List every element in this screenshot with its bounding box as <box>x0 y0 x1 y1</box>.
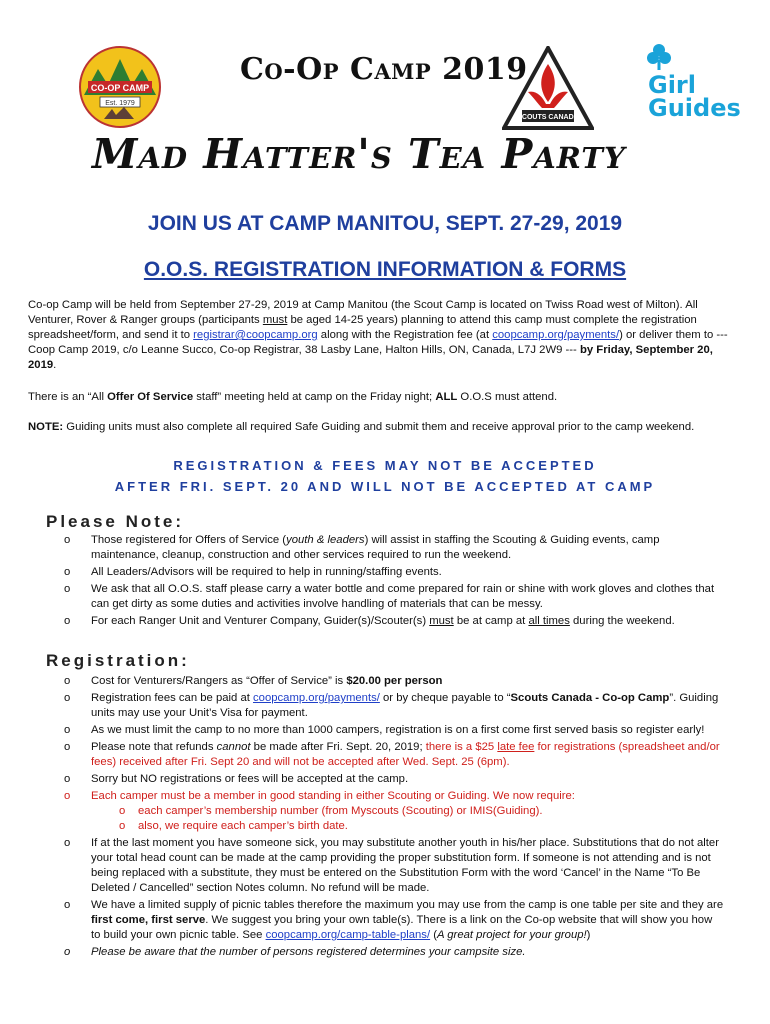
oos-heading: O.O.S. REGISTRATION INFORMATION & FORMS <box>143 258 627 281</box>
guiding-note-paragraph: NOTE: Guiding units must also complete all required Safe Guiding and submit them and receive approval prior to the camp weekend. <box>28 421 695 433</box>
list-item: o each camper’s membership number (from Myscouts (Scouting) or IMIS(Guiding). <box>119 805 543 817</box>
list-item: o As we must limit the camp to no more than 1000 campers, registration is on a first come first served basis so register early! <box>64 724 705 736</box>
deadline-text: by Friday, September 20, 2019 <box>28 344 713 371</box>
list-item: o Cost for Venturers/Rangers as “Offer of Service” is $20.00 per person <box>64 675 443 687</box>
registration-list <box>64 674 724 962</box>
girl-guides-line2: Guides <box>648 94 741 122</box>
girl-guides-line1: Girl <box>648 71 696 99</box>
warning-line-1: REGISTRATION & FEES MAY NOT BE ACCEPTED <box>173 458 597 473</box>
list-item: o also, we require each camper’s birth date. <box>119 820 348 832</box>
event-title: Mad Hatter's Tea Party <box>92 130 626 178</box>
list-item: o We have a limited supply of picnic tables therefore the maximum you may use from the camp is one table per site and they are first come, first serve. We suggest you bring your own table(s). There is a link on the Co-op website that will show you how to build your own picnic table. See coopcamp.org/camp-table-plans/ (A great project for your group!) <box>64 899 724 941</box>
list-item: o Those registered for Offers of Service (youth & leaders) will assist in staffing the Scouting & Guiding events, camp maintenance, cleanup, construction and other services required to run the weekend. <box>64 534 660 561</box>
intro-paragraph: Co-op Camp will be held from September 27-29, 2019 at Camp Manitou (the Scout Camp is located on Twiss Road west of Milton). All Venturer, Rover & Ranger groups (participants must be aged 14-25 years) planning to attend this camp must complete the registration spreadsheet/form, and send it to registrar@coopcamp.org along with the Registration fee (at coopcamp.org/payments/) or deliver them to --- Coop Camp 2019, c/o Leanne Succo, Co-op Registrar, 38 Lasby Lane, Halton Hills, ON, Canada, L7J 2W9 --- by Friday, September 20, 2019. <box>28 299 728 371</box>
warning-line-2: AFTER FRI. SEPT. 20 AND WILL NOT BE ACCEPTED AT CAMP <box>114 479 656 494</box>
scouts-canada-text: SCOUTS CANADA <box>517 114 579 121</box>
girl-guides-logo <box>640 42 741 126</box>
registration-heading: Registration: <box>46 651 190 670</box>
camp-banner-title: Co-Op Camp 2019 <box>240 52 528 87</box>
note-label: NOTE: <box>28 421 64 433</box>
registrar-email-link[interactable]: registrar@coopcamp.org <box>193 329 318 341</box>
trefoil-icon <box>646 42 672 72</box>
join-heading: JOIN US AT CAMP MANITOU, SEPT. 27-29, 2019 <box>147 212 623 235</box>
list-item: o Each camper must be a member in good standing in either Scouting or Guiding. We now require: o each camper’s membership number (from Myscouts (Scouting) or IMIS(Guiding). o also, we require each camper’s birth date. <box>64 789 724 834</box>
list-item: o Registration fees can be paid at coopcamp.org/payments/ or by cheque payable to “Scouts Canada - Co-op Camp”. Guiding units may use your Unit’s Visa for payment. <box>64 692 719 719</box>
please-note-heading: Please Note: <box>46 512 185 531</box>
please-note-list <box>64 533 724 631</box>
list-item: o We ask that all O.O.S. staff please carry a water bottle and come prepared for rain or shine with work gloves and clothes that can get dirty as some duties and activities involve handling of materials that can be messy. <box>64 583 715 610</box>
list-item: o For each Ranger Unit and Venturer Company, Guider(s)/Scouter(s) must be at camp at all times during the weekend. <box>64 615 675 627</box>
list-item: o Please be aware that the number of persons registered determines your campsite size. <box>64 946 526 958</box>
table-plans-link[interactable]: coopcamp.org/camp-table-plans/ <box>265 929 431 941</box>
scouts-canada-logo <box>502 46 594 130</box>
list-item: o If at the last moment you have someone sick, you may substitute another youth in his/her place. Substitutions that do not alter your total head count can be made at the camp providing the proper substitution form. If someone is not attending and is not being replaced with a substitute, they must be entered on the Substitution Form with the word ‘Cancel’ in the Name “To Be Deleted / Cancelled” section Notes column. No refund will be made. <box>64 837 719 894</box>
list-item: o All Leaders/Advisors will be required to help in running/staffing events. <box>64 566 442 578</box>
list-item: o Sorry but NO registrations or fees will be accepted at the camp. <box>64 773 409 785</box>
payments-link[interactable]: coopcamp.org/payments/ <box>492 329 620 341</box>
co-op-camp-logo <box>78 45 162 129</box>
staff-meeting-paragraph: There is an “All Offer Of Service staff” meeting held at camp on the Friday night; ALL O.O.S must attend. <box>28 391 558 403</box>
list-item: o Please note that refunds cannot be made after Fri. Sept. 20, 2019; there is a $25 late fee for registrations (spreadsheet and/or fees) received after Fri. Sept 20 and will not be accepted after Wed. Sept. 25 (6pm). <box>64 741 720 768</box>
coop-logo-title: CO-OP CAMP <box>90 83 150 93</box>
must-emphasis: must <box>262 314 288 326</box>
membership-requirements-list <box>91 804 724 834</box>
payments-link[interactable]: coopcamp.org/payments/ <box>253 692 380 704</box>
coop-logo-est: Est. 1979 <box>105 100 135 107</box>
